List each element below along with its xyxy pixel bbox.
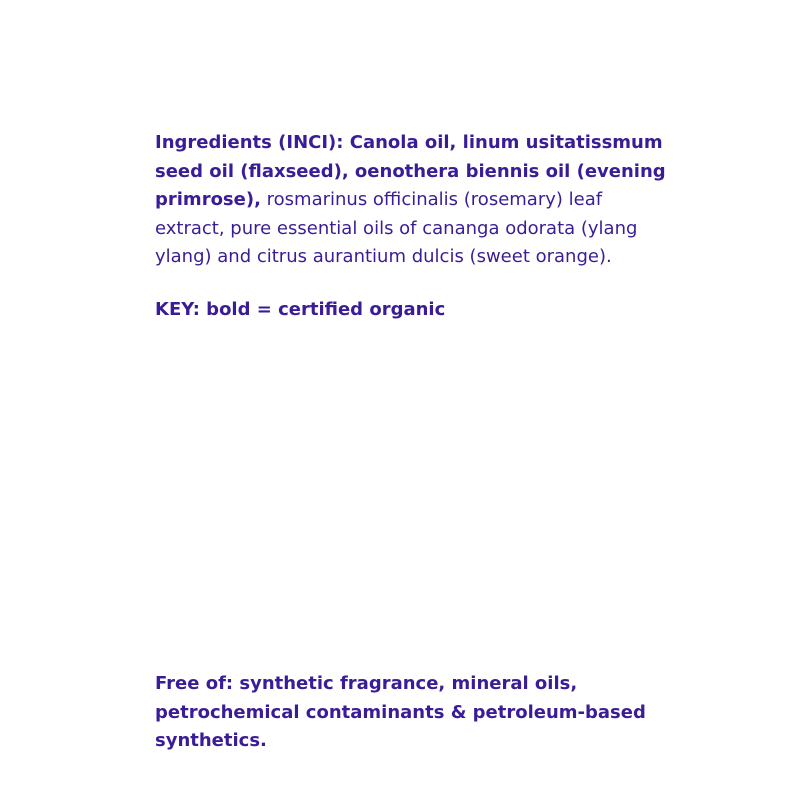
ingredients-paragraph (155, 129, 675, 272)
key-legend: KEY: bold = certified organic (155, 299, 446, 320)
ingredients-organic-text: Ingredients (INCI): Canola oil, linum usitatissmum seed oil (flaxseed), oenothera biennis oil (evening primrose), (155, 132, 666, 210)
ingredients-regular-text: rosmarinus officinalis (rosemary) leaf extract, pure essential oils of cananga odorata (ylang ylang) and citrus aurantium dulcis (sweet orange). (155, 189, 638, 267)
free-of-statement: Free of: synthetic fragrance, mineral oils, petrochemical contaminants & petroleum-based synthetics. (155, 673, 646, 751)
